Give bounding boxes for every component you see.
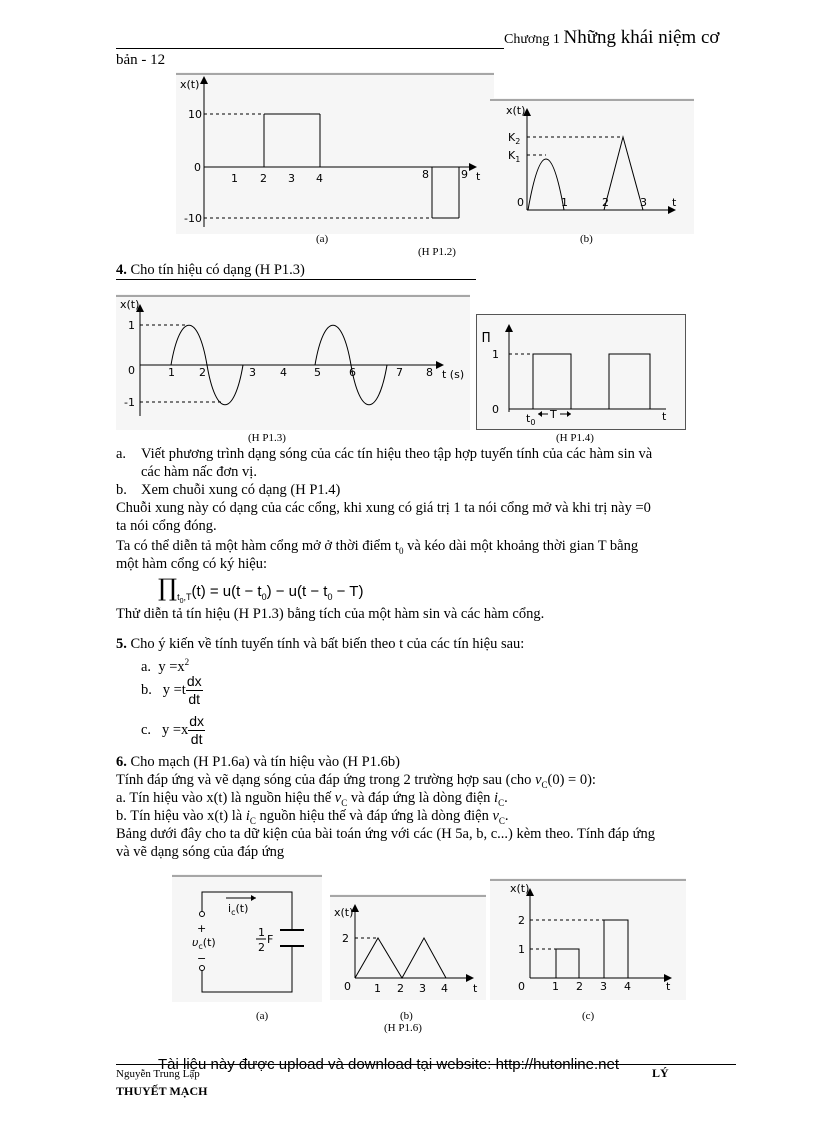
figure-p1-2-a <box>176 72 494 234</box>
para-l5: Thử diễn tả tín hiệu (H P1.3) bằng tích của một hàm sin và các hàm cổng. <box>116 606 545 622</box>
ic-label: $i_c(t)$ <box>228 902 249 917</box>
caption-p1-6-a: (a) <box>256 1010 269 1022</box>
chapter-heading: Chương 1 Những khái niệm cơ <box>504 27 720 48</box>
caption-p1-2-b: (b) <box>580 233 593 245</box>
xtick: 5 <box>314 366 321 379</box>
caption-p1-6-b: (b) <box>400 1010 413 1022</box>
k2: $K_2$ <box>508 131 521 146</box>
xtick: 8 <box>422 168 429 181</box>
xtick: 6 <box>349 366 356 379</box>
ytick: 2 <box>342 932 349 945</box>
product-symbol: ∏ <box>158 574 178 602</box>
gate-formula: $\prod_{t_0,T}(t) = u(t - t_0) - u(t - t_0 - T)$ <box>158 574 364 605</box>
item-a: a. <box>116 446 127 462</box>
pi-symbol: ∏ <box>482 330 491 343</box>
caption-p1-2: (H P1.2) <box>418 246 456 258</box>
caption-p1-3: (H P1.3) <box>248 432 286 444</box>
period-label: T <box>550 408 557 421</box>
tlabel: t <box>662 410 667 423</box>
tlabel: t <box>666 980 671 993</box>
q6-heading: 6. Cho mạch (H P1.6a) và tín hiệu vào (H P1.6b) <box>116 754 400 770</box>
item-a-text2: các hàm nấc đơn vị. <box>141 464 257 480</box>
q6-l1: Tính đáp ứng và vẽ dạng sóng của đáp ứng trong 2 trường hợp sau (cho $v_C(0) = 0$): <box>116 772 596 790</box>
xtick: 3 <box>419 982 426 995</box>
xtick: 9 <box>461 168 468 181</box>
ytick: -1 <box>124 396 135 409</box>
footer-right: LÝ <box>652 1066 669 1080</box>
cap-den: 2 <box>258 941 265 954</box>
xtick: 1 <box>552 980 559 993</box>
cap-num: 1 <box>258 926 265 939</box>
caption-p1-2-a: (a) <box>316 233 329 245</box>
cap-unit: F <box>267 933 274 946</box>
minus-sign: − <box>197 952 207 965</box>
tlabel: t <box>672 196 677 209</box>
ytick: 0 <box>492 403 499 416</box>
ytick: 2 <box>518 914 525 927</box>
plus-sign: + <box>197 922 207 935</box>
q5-a: a. $y =x^2$ <box>141 657 190 675</box>
item-b-text: Xem chuỗi xung có dạng (H P1.4) <box>141 482 341 498</box>
upload-notice: Tài liệu này được upload và download tại website: http://hutonline.net <box>158 1056 620 1073</box>
q5-c: c. y =x $\frac{dx}{dt}$ <box>141 713 205 748</box>
xtick: 2 <box>199 366 206 379</box>
xtick: 8 <box>426 366 433 379</box>
figure-p1-2-b <box>490 98 694 234</box>
xtick: 3 <box>600 980 607 993</box>
ylabel: x(t) <box>180 78 200 91</box>
xtick: 0 <box>517 196 524 209</box>
caption-p1-6-c: (c) <box>582 1010 595 1022</box>
ytick: 0 <box>194 161 201 174</box>
ytick: -10 <box>184 212 202 225</box>
caption-p1-4: (H P1.4) <box>556 432 594 444</box>
item-a-text: Viết phương trình dạng sóng của các tín hiệu theo tập hợp tuyến tính của các hàm sin và <box>141 446 653 462</box>
item-b: b. <box>116 482 127 498</box>
ytick: 1 <box>492 348 499 361</box>
ytick: 0 <box>518 980 525 993</box>
xtick: 2 <box>260 172 267 185</box>
q6-l4: Bảng dưới đây cho ta dữ kiện của bài toán ứng với các (H 5a, b, c...) kèm theo. Tính đáp ứng <box>116 826 655 842</box>
xtick: 4 <box>441 982 448 995</box>
q4-heading: 4. Cho tín hiệu có dạng (H P1.3) <box>116 262 305 278</box>
tlabel: t <box>473 982 478 995</box>
figure-p1-4 <box>476 314 686 430</box>
xtick: 4 <box>624 980 631 993</box>
q5-b: b. y =t $\frac{dx}{dt}$ <box>141 673 202 708</box>
figure-p1-6-b <box>330 894 486 1000</box>
para-l2: ta nói cổng đóng. <box>116 518 217 534</box>
page-number-line: bản - 12 <box>116 52 166 68</box>
q6-l5: và vẽ dạng sóng của đáp ứng <box>116 844 285 860</box>
xtick: 3 <box>288 172 295 185</box>
header-rule <box>116 48 504 49</box>
xtick: 1 <box>561 196 568 209</box>
ylabel: x(t) <box>334 906 354 919</box>
figure-p1-3 <box>116 294 470 430</box>
xtick: 3 <box>249 366 256 379</box>
ytick: 1 <box>128 319 135 332</box>
xtick: 1 <box>231 172 238 185</box>
xtick: 2 <box>602 196 609 209</box>
xtick: 7 <box>396 366 403 379</box>
k1: $K_1$ <box>508 149 521 164</box>
q6-l3: b. Tín hiệu vào x(t) là $i_C$ nguồn hiệu thế và đáp ứng là dòng điện $v_C$. <box>116 808 509 826</box>
footer-title: THUYẾT MẠCH <box>116 1084 208 1098</box>
caption-p1-6: (H P1.6) <box>384 1022 422 1034</box>
xtick: 4 <box>280 366 287 379</box>
xtick: 2 <box>397 982 404 995</box>
xtick: 1 <box>374 982 381 995</box>
para-l1: Chuỗi xung này có dạng của các cổng, khi xung có giá trị 1 ta nói cổng mở và khi trị này =0 <box>116 500 651 516</box>
xtick: 2 <box>576 980 583 993</box>
xtick: 4 <box>316 172 323 185</box>
figure-p1-6-c <box>490 878 686 1000</box>
q4-rule <box>116 279 476 280</box>
vc-label: $\upsilon_c(t)$ <box>192 936 216 951</box>
q6-l2: a. Tín hiệu vào x(t) là nguồn hiệu thế $v_C$ và đáp ứng là dòng điện $i_C$. <box>116 790 508 808</box>
q5-heading: 5. Cho ý kiến về tính tuyến tính và bất biến theo t của các tín hiệu sau: <box>116 636 525 652</box>
xtick: 1 <box>168 366 175 379</box>
ytick: 0 <box>128 364 135 377</box>
ytick: 0 <box>344 980 351 993</box>
figure-p1-6-a <box>172 874 322 1002</box>
tlabel: t (s) <box>442 368 465 381</box>
xtick: 3 <box>640 196 647 209</box>
ytick: 10 <box>188 108 202 121</box>
ytick: 1 <box>518 943 525 956</box>
ylabel: x(t) <box>510 882 530 895</box>
ylabel: x(t) <box>120 298 140 311</box>
para-l3: Ta có thể diễn tả một hàm cổng mở ở thời điểm $t_0$ và kéo dài một khoảng thời gian T bằng <box>116 538 639 556</box>
t0: $t_0$ <box>526 412 536 427</box>
ylabel: x(t) <box>506 104 526 117</box>
footer-author: Nguyễn Trung Lập <box>116 1068 200 1080</box>
para-l4: một hàm cổng có ký hiệu: <box>116 556 268 572</box>
tlabel: t <box>476 170 481 183</box>
